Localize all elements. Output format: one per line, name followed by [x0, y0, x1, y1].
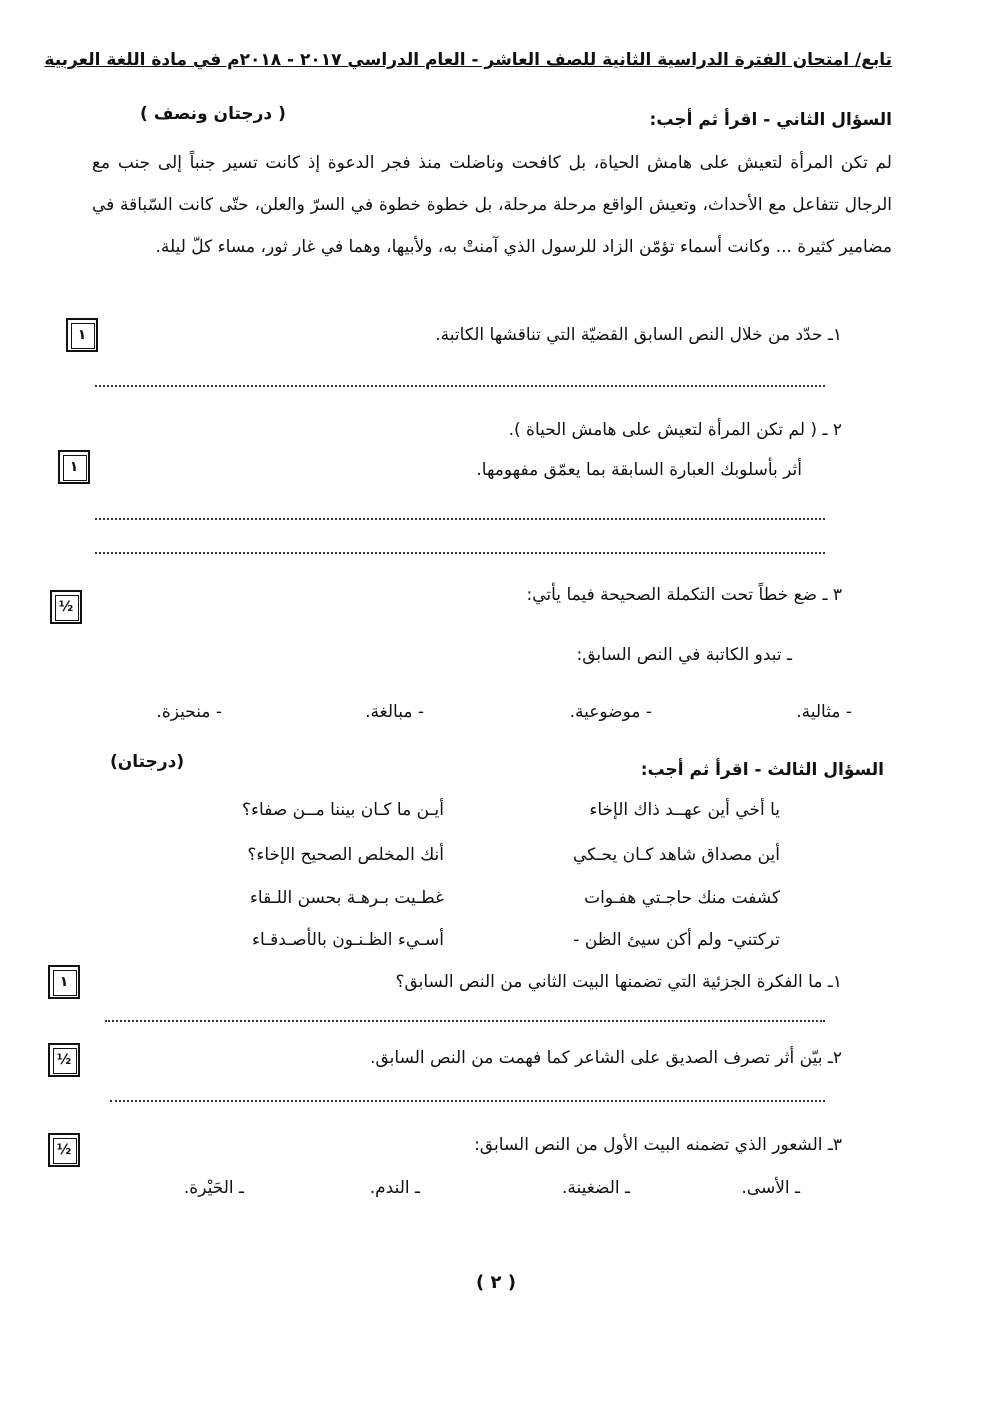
q2-item2-instruction: أثر بأسلوبك العبارة السابقة بما يعمّق مفهومها. — [476, 460, 802, 480]
page-number: ( ٢ ) — [476, 1272, 516, 1293]
q2-item2-answer-line-2[interactable] — [95, 552, 825, 554]
q2-choice-1[interactable]: - مثالية. — [796, 702, 852, 722]
verse-2-first: أين مصداق شاهد كـان يحـكي — [573, 845, 780, 865]
q2-item3-score-box: ½ — [50, 590, 82, 624]
verse-3-first: كشفت منك حاجـتي هفـوات — [584, 888, 780, 908]
exam-header-title: تابع/ امتحان الفترة الدراسية الثانية للصف العاشر - العام الدراسي ٢٠١٧ - ٢٠١٨م في مادة اللغة العربية — [44, 50, 892, 70]
q2-choice-4[interactable]: - منحيزة. — [156, 702, 222, 722]
q3-choice-4[interactable]: ـ الحَيْرة. — [183, 1178, 244, 1198]
q2-item2-score-box: ١ — [58, 450, 90, 484]
q2-item1-text: ١ـ حدّد من خلال النص السابق القضيّة التي تناقشها الكاتبة. — [435, 325, 842, 345]
q2-item1-score-box: ١ — [66, 318, 98, 352]
verse-4-first: تركتني- ولم أكن سيئ الظن - — [573, 930, 780, 950]
q2-choice-3[interactable]: - مبالغة. — [365, 702, 424, 722]
q3-item1-answer-line[interactable] — [105, 1020, 825, 1022]
q3-choice-3[interactable]: ـ الندم. — [369, 1178, 420, 1198]
verse-1-second: أيـن ما كـان بيننا مــن صفاء؟ — [242, 800, 444, 820]
q2-item3-text: ٣ ـ ضع خطاً تحت التكملة الصحيحة فيما يأتي: — [526, 585, 842, 605]
verse-1-first: يا أخي أين عهــد ذاك الإخاء — [589, 800, 780, 820]
q3-choice-1[interactable]: ـ الأسى. — [741, 1178, 800, 1198]
q3-choice-2[interactable]: ـ الضغينة. — [561, 1178, 630, 1198]
q3-item2-text: ٢ـ بيّن أثر تصرف الصديق على الشاعر كما فهمت من النص السابق. — [370, 1048, 842, 1068]
q3-grade: (درجتان) — [110, 752, 185, 772]
q3-item3-score-box: ½ — [48, 1133, 80, 1167]
q3-item2-answer-line[interactable] — [110, 1100, 825, 1102]
q2-item2-answer-line-1[interactable] — [95, 518, 825, 520]
q2-grade: ( درجتان ونصف ) — [140, 104, 286, 124]
q3-item1-text: ١ـ ما الفكرة الجزئية التي تضمنها البيت الثاني من النص السابق؟ — [395, 972, 842, 992]
q3-item2-score-box: ½ — [48, 1043, 80, 1077]
verse-2-second: أنك المخلص الصحيح الإخاء؟ — [247, 845, 444, 865]
q3-item1-score-box: ١ — [48, 965, 80, 999]
q3-title: السؤال الثالث - اقرأ ثم أجب: — [640, 760, 884, 780]
q2-item1-answer-line[interactable] — [95, 385, 825, 387]
q2-choice-2[interactable]: - موضوعية. — [569, 702, 652, 722]
verse-3-second: غطـيت بـرهـة بحسن اللـقاء — [249, 888, 444, 908]
q2-item2-text: ٢ ـ ( لم تكن المرأة لتعيش على هامش الحياة ). — [508, 420, 842, 440]
q2-title: السؤال الثاني - اقرأ ثم أجب: — [649, 110, 892, 130]
q2-item3-stem: ـ تبدو الكاتبة في النص السابق: — [576, 645, 792, 665]
verse-4-second: أسـيء الظـنـون بالأصـدقـاء — [251, 930, 444, 950]
q2-paragraph: لم تكن المرأة لتعيش على هامش الحياة، بل كافحت وناضلت منذ فجر الدعوة إذ كانت تسير جنباً إلى جنب مع الرجال تتفاعل مع الأحداث، وتعيش الواقع مرحلة مرحلة، بل خطوة خطوة في السرّ والعلن، حتّى كانت السّباقة في مضامير كثيرة ... وكانت أسماء تؤمّن الزاد للرسول الذي آمنتْ به، ولأبيها، وهما في غار ثور، مساء كلّ ليلة. — [92, 153, 892, 257]
q3-item3-text: ٣ـ الشعور الذي تضمنه البيت الأول من النص السابق: — [474, 1135, 842, 1155]
